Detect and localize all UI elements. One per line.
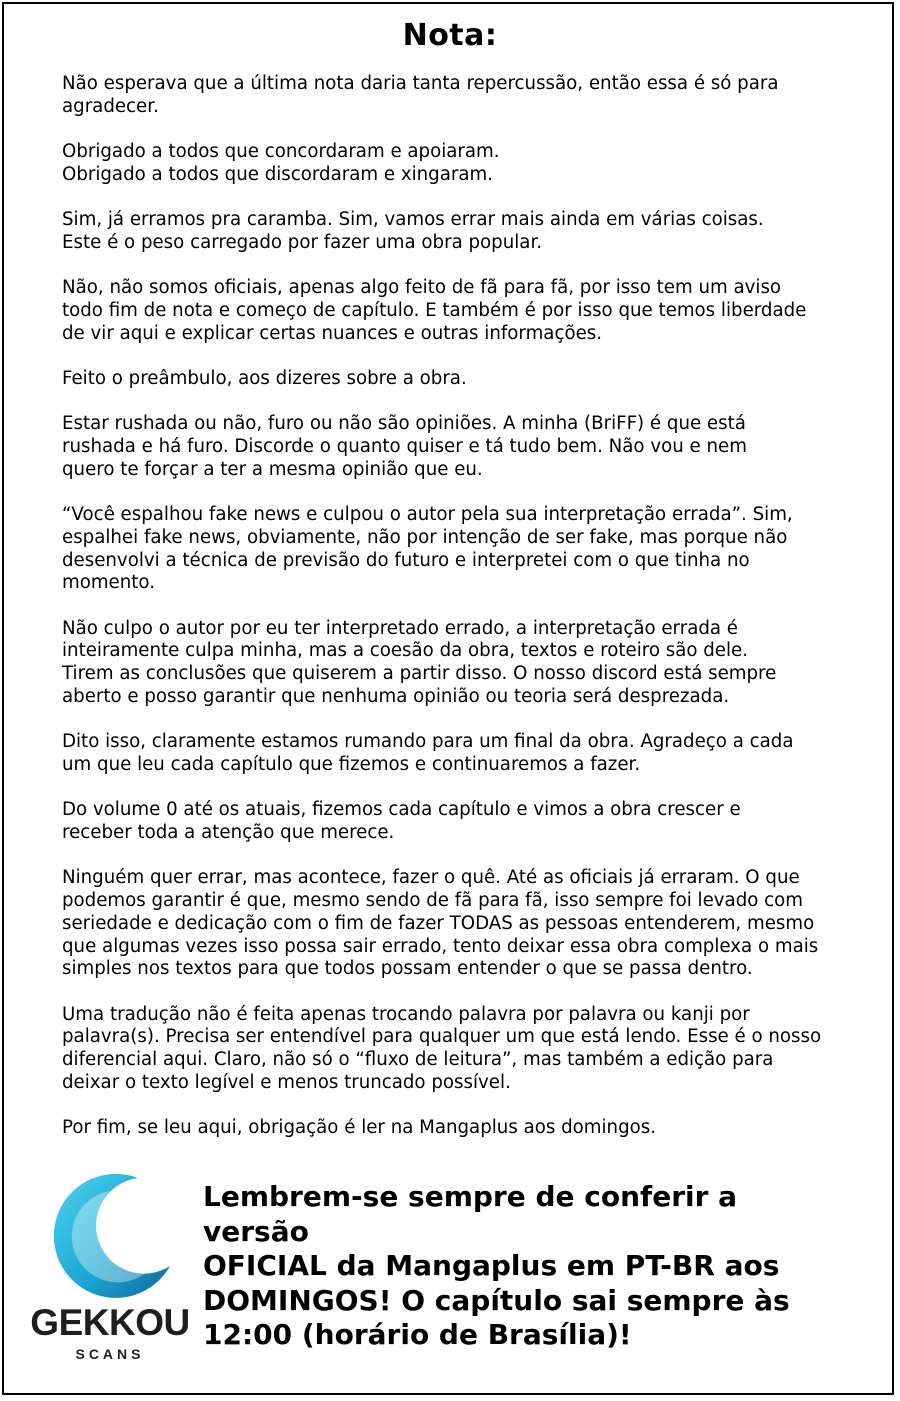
paragraph-5: Feito o preâmbulo, aos dizeres sobre a obra. xyxy=(62,368,467,390)
paragraph-2: Obrigado a todos que concordaram e apoiaram. Obrigado a todos que discordaram e xingaram. xyxy=(62,141,500,185)
crescent-moon-icon xyxy=(42,1170,178,1306)
mangaplus-reminder: Lembrem-se sempre de conferir a versão OFICIAL da Mangaplus em PT-BR aos DOMINGOS! O capítulo sai sempre às 12:00 (horário de Brasília)! xyxy=(203,1180,790,1351)
footer xyxy=(0,1150,900,1360)
paragraph-11: Ninguém quer errar, mas acontece, fazer o quê. Até as oficiais já erraram. O que podemos garantir é que, mesmo sendo de fã para fã, isso sempre foi levado com seriedade e dedicação com o fim de fazer TODAS as pessoas entenderem, mesmo que algumas vezes isso possa sair errado, tento deixar essa obra complexa o mais simples nos textos para que todos possam entender o que se passa dentro. xyxy=(62,867,819,980)
page-title: Nota: xyxy=(402,18,498,53)
paragraph-3: Sim, já erramos pra caramba. Sim, vamos errar mais ainda em várias coisas. Este é o peso carregado por fazer uma obra popular. xyxy=(62,209,764,253)
paragraph-12: Uma tradução não é feita apenas trocando palavra por palavra ou kanji por palavra(s). Precisa ser entendível para qualquer um que está lendo. Esse é o nosso diferencial aqui. Claro, não só o “fluxo de leitura”, mas também a edição para deixar o texto legível e menos truncado possível. xyxy=(62,1003,822,1093)
paragraph-6: Estar rushada ou não, furo ou não são opiniões. A minha (BriFF) é que está rushada e há furo. Discorde o quanto quiser e tá tudo bem. Não vou e nem quero te forçar a ter a mesma opinião que eu. xyxy=(62,413,747,480)
paragraph-8: Não culpo o autor por eu ter interpretado errado, a interpretação errada é inteiramente culpa minha, mas a coesão da obra, textos e roteiro são dele. Tirem as conclusões que quiserem a partir disso. O nosso discord está sempre aberto e posso garantir que nenhuma opinião ou teoria será desprezada. xyxy=(62,617,777,707)
paragraph-7: “Você espalhou fake news e culpou o autor pela sua interpretação errada”. Sim, espalhei fake news, obviamente, não por intenção de ser fake, mas porque não desenvolvi a técnica de previsão do futuro e interpretei com o que tinha no momento. xyxy=(62,504,793,594)
paragraph-10: Do volume 0 até os atuais, fizemos cada capítulo e vimos a obra crescer e receber toda a atenção que merece. xyxy=(62,799,741,844)
gekkou-scans-logo xyxy=(26,1170,194,1362)
logo-subtitle: SCANS xyxy=(75,1346,145,1362)
paragraph-13: Por fim, se leu aqui, obrigação é ler na Mangaplus aos domingos. xyxy=(62,1117,657,1139)
paragraph-9: Dito isso, claramente estamos rumando para um final da obra. Agradeço a cada um que leu cada capítulo que fizemos e continuaremos a fazer. xyxy=(62,731,794,775)
logo-name: GEKKOU xyxy=(30,1302,190,1343)
paragraph-1: Não esperava que a última nota daria tanta repercussão, então essa é só para agradecer. xyxy=(62,73,779,117)
note-body xyxy=(62,73,877,1163)
paragraph-4: Não, não somos oficiais, apenas algo feito de fã para fã, por isso tem um aviso todo fim de nota e começo de capítulo. E também é por isso que temos liberdade de vir aqui e explicar certas nuances e outras informações. xyxy=(62,277,807,344)
